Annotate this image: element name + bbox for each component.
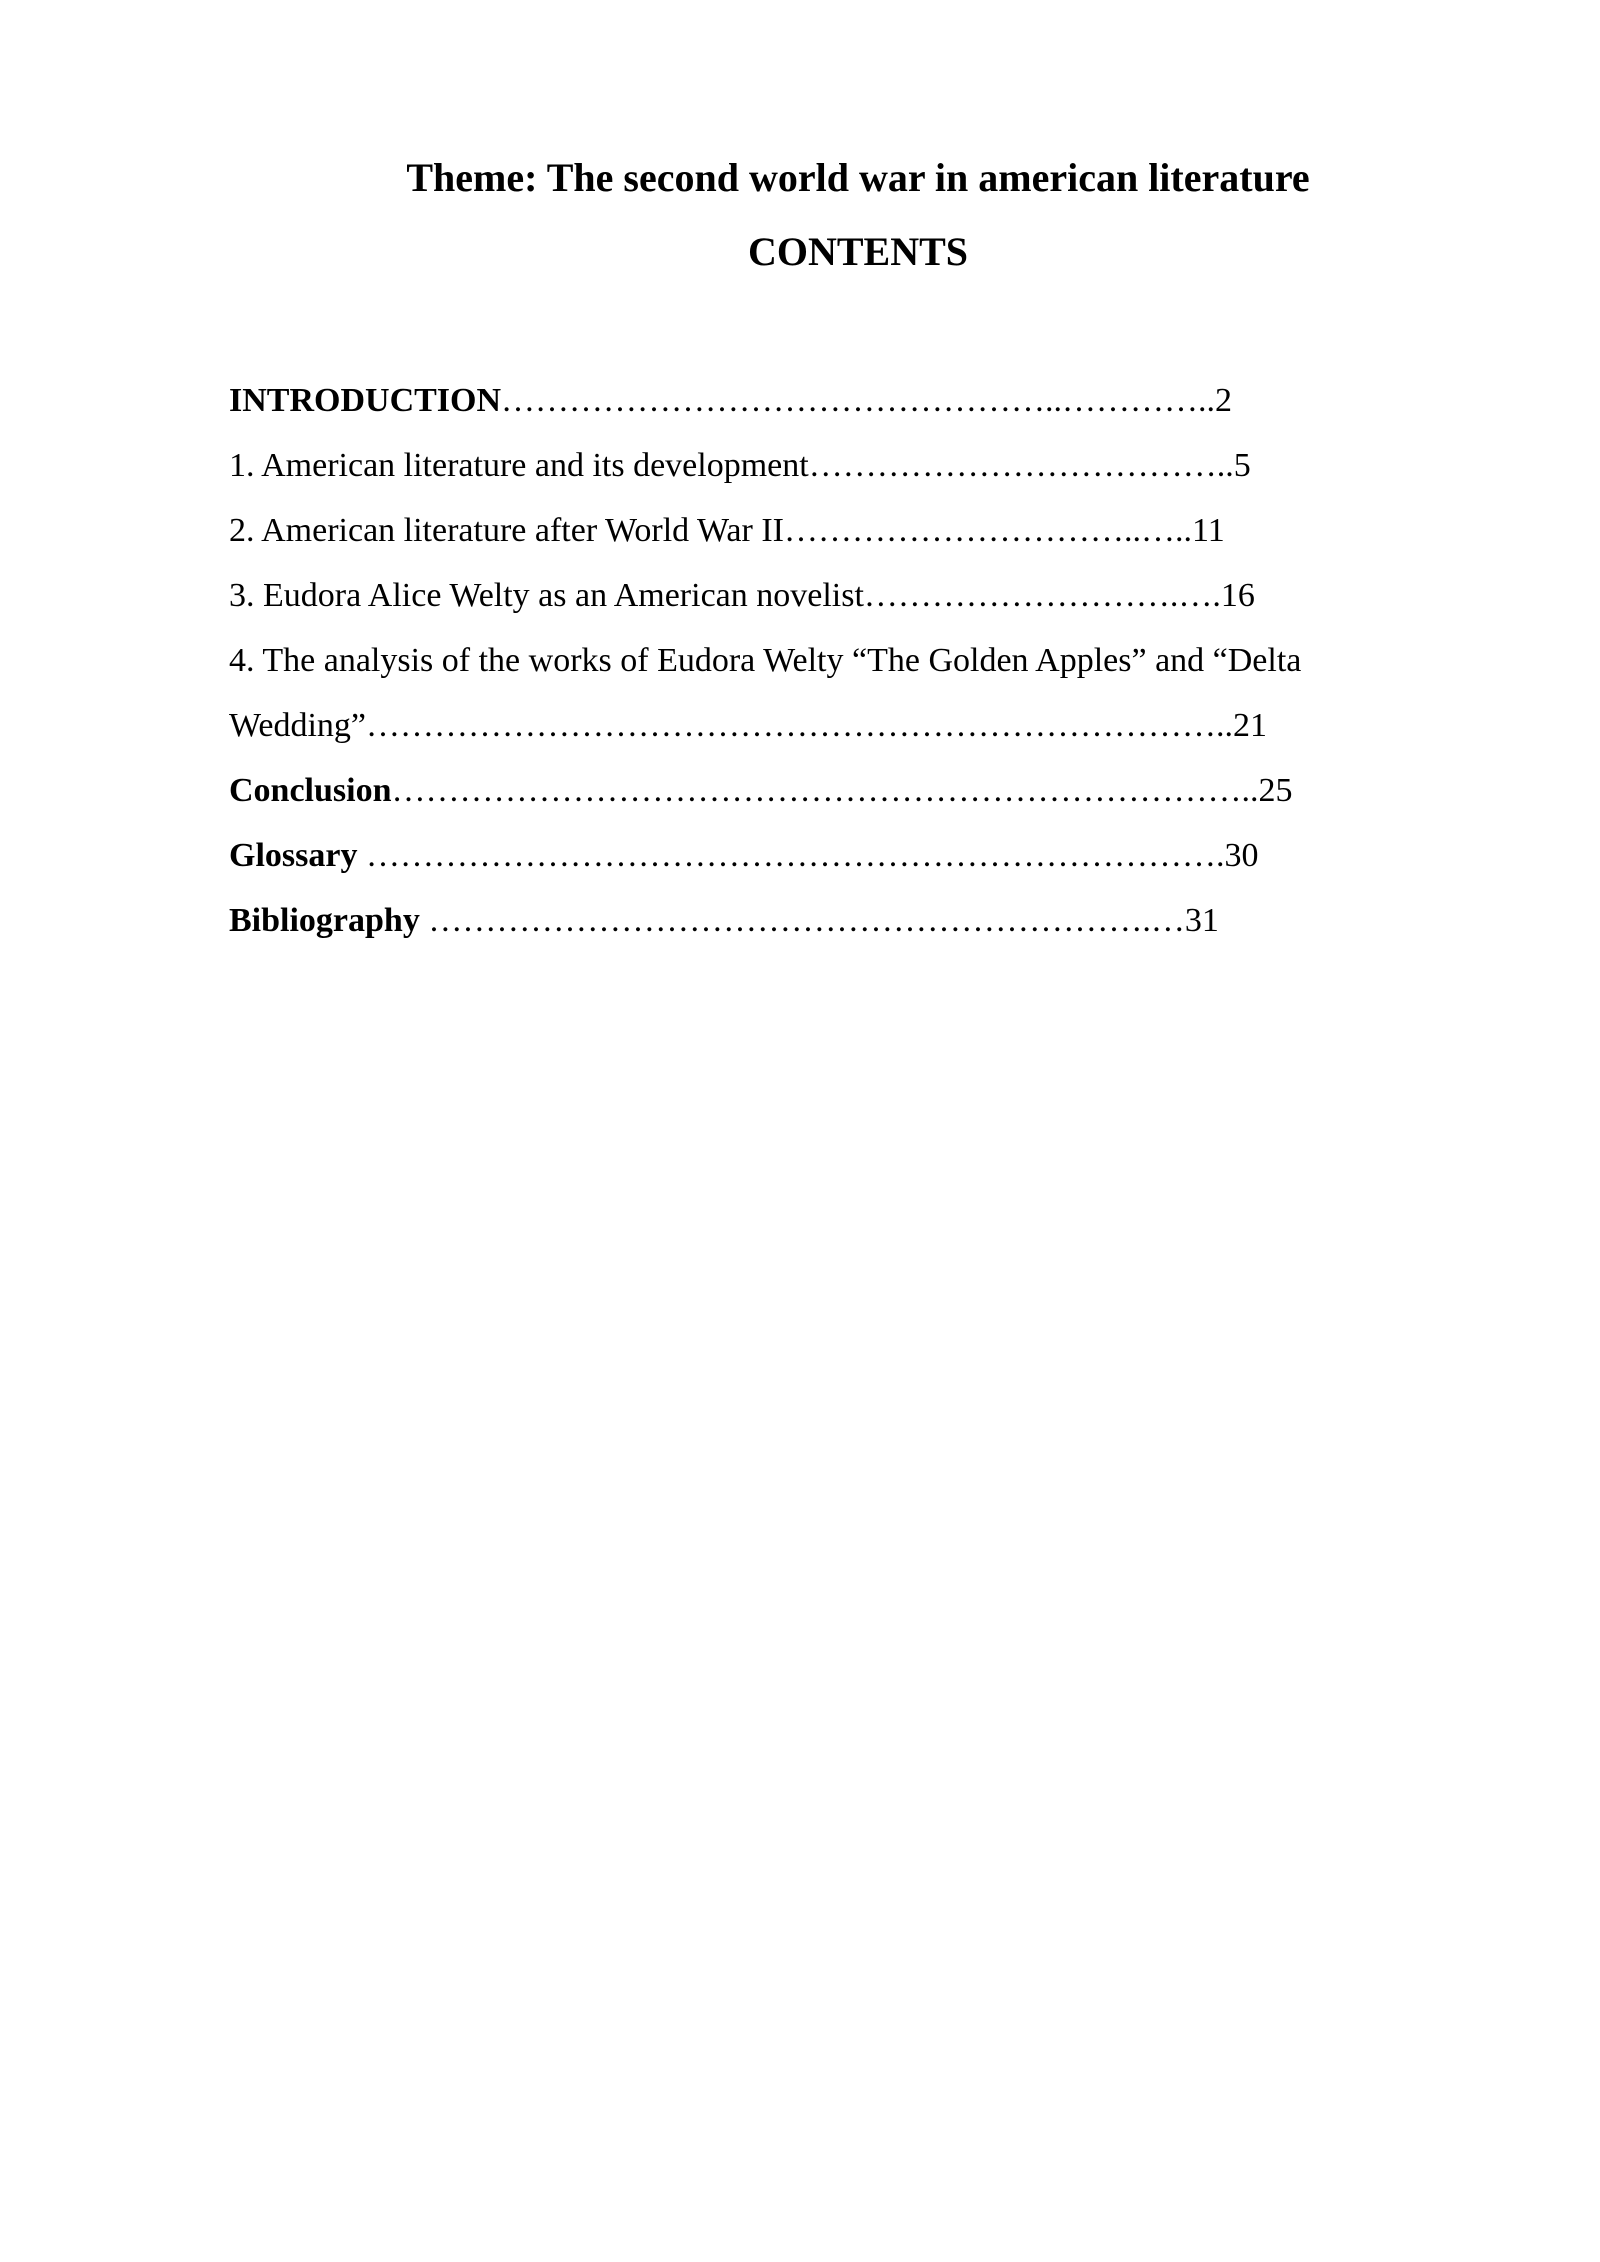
toc-entry-leader: ………………………………………………………………….30 [357,837,1259,874]
toc-entry-label: Wedding” [229,707,366,744]
toc-entry-bibliography [229,888,1459,953]
page-title: Theme: The second world war in american literature [406,155,1310,200]
toc-entry-leader: …………………………..…..11 [783,512,1225,549]
toc-entry-label: 3. Eudora Alice Welty as an American novelist [229,577,864,614]
toc-entry-glossary [229,823,1459,888]
toc-entry-label: 1. American literature and its development [229,447,809,484]
toc-entry-introduction [229,368,1459,433]
toc-entry-conclusion [229,758,1459,823]
table-of-contents [229,368,1459,953]
toc-entry-leader: ……………………….….16 [863,577,1255,614]
toc-entry-label: INTRODUCTION [229,382,502,419]
toc-entry-label: Bibliography [229,902,420,939]
toc-entry-label: Glossary [229,837,358,874]
toc-entry-leader: …………………………………………………………………..21 [366,707,1267,744]
toc-entry-3 [229,563,1459,628]
toc-entry-1 [229,433,1459,498]
toc-entry-4-line-2 [229,693,1459,758]
toc-entry-leader: ………………………………..5 [808,447,1251,484]
toc-entry-label: 2. American literature after World War II [229,512,784,549]
toc-entry-4-line-1 [229,628,1459,693]
toc-entry-label: Conclusion [229,772,392,809]
contents-heading: CONTENTS [747,229,969,274]
toc-entry-leader: ……………………………………………………….…31 [419,902,1219,939]
toc-entry-label: 4. The analysis of the works of Eudora Welty “The Golden Apples” and “Delta [229,642,1302,679]
toc-entry-leader: …………………………………………………………………..25 [391,772,1293,809]
toc-entry-leader: …………………………………………..…………..2 [501,382,1233,419]
toc-entry-2 [229,498,1459,563]
